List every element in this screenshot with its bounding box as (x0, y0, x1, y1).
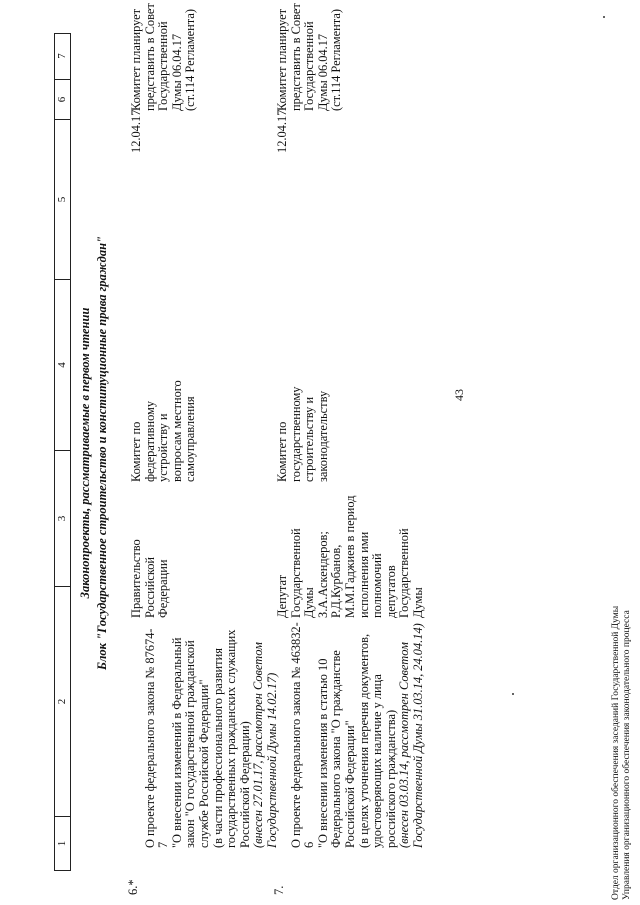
column-header-row (54, 33, 71, 871)
row-6-number: 6.* (126, 879, 140, 895)
row-6-introduced: (внесен 27.01.17, рассмотрен Советом Государственной Думы 14.02.17) (251, 642, 279, 848)
row-7-author: Депутат Государственной Думы З.А.Аскендеров; Р.Д.Курбанов, М.М.Гаджиев в период исполнения ими полномочий депутатов Государственной Думы (275, 495, 425, 618)
row-7-number: 7. (272, 885, 286, 895)
row-6-author: Правительство Российской Федерации (129, 539, 171, 618)
footer-department: Отдел организационного обеспечения заседаний Государственной Думы Управления организационного обеспечения законодательного процесса (611, 605, 632, 900)
row-6-title-text: О проекте федерального закона № 87674-7 "О внесении изменений в Федеральный закон "О государственной гражданской службе Российской Федерации" (в части профессионального развития государственных гражданских служащих Российской Федерации) (142, 628, 252, 848)
row-6-title (130, 626, 280, 848)
page-number: 43 (452, 389, 466, 401)
col-header-1: 1 (55, 816, 70, 870)
row-7-note: Комитет планирует представить в Совет Государственной Думы 06.04.17 (ст.114 Регламента) (275, 3, 344, 111)
col-header-6: 6 (55, 79, 70, 119)
col-header-7: 7 (56, 53, 68, 59)
scan-speck (512, 693, 514, 695)
col-header-4: 4 (55, 279, 70, 450)
row-7-title-text: О проекте федерального закона № 463832-6 "О внесении изменения в статью 10 Федерального закона "О гражданстве Российской Федерации" (в целях уточнения перечня документов, удостоверяющих наличие у лица российского гражданства) (288, 622, 398, 848)
row-7-introduced: (внесен 03.03.14, рассмотрен Советом Государственной Думы 31.03.14, 24.04.14) (397, 623, 425, 848)
row-6-note: Комитет планирует представить в Совет Государственной Думы 06.04.17 (ст.114 Регламента) (129, 3, 198, 111)
row-7-date: 12.04.17 (275, 109, 289, 153)
section-title: Законопроекты, рассматриваемые в первом чтении (78, 307, 92, 599)
row-6-date: 12.04.17 (129, 109, 143, 153)
row-7-committee: Комитет по государственному строительству и законодательству (275, 386, 330, 482)
block-title: Блок "Государственное строительство и конституционные права граждан" (95, 236, 109, 670)
row-6-committee: Комитет по федеративному устройству и вопросам местного самоуправления (129, 380, 198, 482)
col-header-2: 2 (55, 586, 70, 816)
col-header-3: 3 (55, 450, 70, 586)
scan-speck (603, 16, 605, 18)
row-7-title (276, 620, 426, 848)
col-header-5: 5 (55, 119, 70, 279)
